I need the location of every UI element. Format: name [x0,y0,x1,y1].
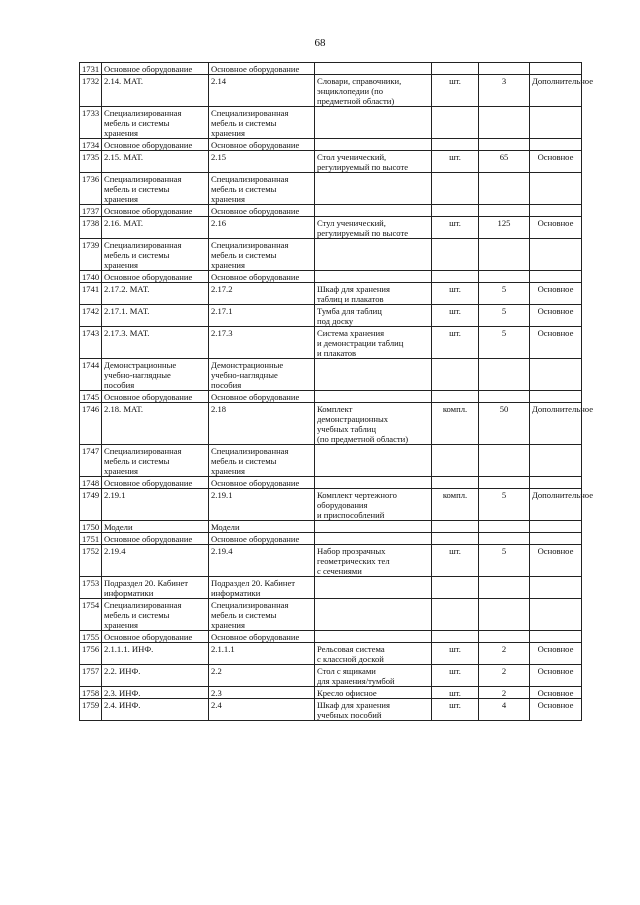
quantity-cell [479,599,530,631]
category-cell [530,599,582,631]
row-number-cell: 1738 [80,217,102,239]
item-name-cell: Словари, справочники, энциклопедии (по предметной области) [315,75,432,107]
code-cell: Основное оборудование [102,391,209,403]
code-cell: Демонстрационные учебно-наглядные пособия [102,359,209,391]
table-row [80,107,582,139]
item-name-cell [315,239,432,271]
section-cell: 2.4 [209,699,315,721]
item-name-cell [315,205,432,217]
row-number-cell: 1755 [80,631,102,643]
section-cell: 2.15 [209,151,315,173]
category-cell [530,477,582,489]
unit-cell [432,359,479,391]
item-name-cell [315,139,432,151]
table-row [80,271,582,283]
row-number-cell: 1750 [80,521,102,533]
unit-cell [432,533,479,545]
unit-cell [432,521,479,533]
code-cell: 2.17.1. МАТ. [102,305,209,327]
section-cell: 2.16 [209,217,315,239]
table-row [80,631,582,643]
row-number-cell: 1747 [80,445,102,477]
section-cell: Основное оборудование [209,391,315,403]
unit-cell [432,205,479,217]
quantity-cell [479,577,530,599]
item-name-cell [315,271,432,283]
item-name-cell [315,521,432,533]
row-number-cell: 1746 [80,403,102,445]
quantity-cell [479,205,530,217]
section-cell: 2.1.1.1 [209,643,315,665]
row-number-cell: 1735 [80,151,102,173]
item-name-cell: Стол с ящиками для хранения/тумбой [315,665,432,687]
category-cell: Основное [530,665,582,687]
quantity-cell [479,107,530,139]
item-name-cell [315,107,432,139]
code-cell: 2.3. ИНФ. [102,687,209,699]
quantity-cell: 4 [479,699,530,721]
section-cell: 2.18 [209,403,315,445]
category-cell [530,173,582,205]
unit-cell [432,391,479,403]
category-cell [530,577,582,599]
section-cell: Основное оборудование [209,477,315,489]
category-cell: Основное [530,327,582,359]
quantity-cell: 50 [479,403,530,445]
category-cell [530,205,582,217]
code-cell: 2.4. ИНФ. [102,699,209,721]
item-name-cell [315,445,432,477]
quantity-cell: 5 [479,489,530,521]
table-row [80,445,582,477]
category-cell: Основное [530,217,582,239]
unit-cell: шт. [432,687,479,699]
unit-cell [432,631,479,643]
category-cell [530,521,582,533]
category-cell [530,271,582,283]
section-cell: Специализированная мебель и системы хранения [209,445,315,477]
item-name-cell [315,599,432,631]
category-cell [530,445,582,477]
item-name-cell [315,63,432,75]
quantity-cell [479,271,530,283]
unit-cell [432,173,479,205]
table-row [80,391,582,403]
table-row [80,217,582,239]
row-number-cell: 1759 [80,699,102,721]
unit-cell: компл. [432,489,479,521]
section-cell: Подраздел 20. Кабинет информатики [209,577,315,599]
code-cell: 2.14. МАТ. [102,75,209,107]
section-cell: Основное оборудование [209,631,315,643]
table-row [80,239,582,271]
equipment-table [79,62,594,721]
quantity-cell: 5 [479,327,530,359]
row-number-cell: 1743 [80,327,102,359]
category-cell [530,63,582,75]
unit-cell [432,239,479,271]
section-cell: Модели [209,521,315,533]
table-row [80,477,582,489]
quantity-cell [479,359,530,391]
equipment-table-body [80,63,594,721]
page-number: 68 [314,37,326,49]
code-cell: Подраздел 20. Кабинет информатики [102,577,209,599]
unit-cell: шт. [432,545,479,577]
section-cell: 2.17.3 [209,327,315,359]
quantity-cell: 2 [479,665,530,687]
item-name-cell [315,359,432,391]
section-cell: Специализированная мебель и системы хранения [209,107,315,139]
quantity-cell [479,521,530,533]
item-name-cell [315,173,432,205]
category-cell: Дополнительное [530,489,582,521]
code-cell: 2.17.2. МАТ. [102,283,209,305]
code-cell: 2.19.1 [102,489,209,521]
category-cell [530,359,582,391]
code-cell: Специализированная мебель и системы хранения [102,445,209,477]
code-cell: 2.1.1.1. ИНФ. [102,643,209,665]
quantity-cell [479,477,530,489]
code-cell: Основное оборудование [102,271,209,283]
table-row [80,577,582,599]
item-name-cell: Шкаф для хранения учебных пособий [315,699,432,721]
code-cell: 2.2. ИНФ. [102,665,209,687]
code-cell: Основное оборудование [102,631,209,643]
unit-cell: шт. [432,283,479,305]
category-cell: Основное [530,545,582,577]
table-row [80,283,582,305]
section-cell: Демонстрационные учебно-наглядные пособия [209,359,315,391]
category-cell: Основное [530,283,582,305]
item-name-cell [315,631,432,643]
row-number-cell: 1740 [80,271,102,283]
row-number-cell: 1749 [80,489,102,521]
table-row [80,63,582,75]
quantity-cell [479,533,530,545]
table-row [80,643,582,665]
quantity-cell [479,63,530,75]
row-number-cell: 1753 [80,577,102,599]
unit-cell [432,107,479,139]
row-number-cell: 1745 [80,391,102,403]
row-number-cell: 1744 [80,359,102,391]
category-cell [530,391,582,403]
quantity-cell: 65 [479,151,530,173]
item-name-cell: Стол ученический, регулируемый по высоте [315,151,432,173]
table-row [80,489,582,521]
table-row [80,699,582,721]
code-cell: Специализированная мебель и системы хранения [102,239,209,271]
quantity-cell [479,239,530,271]
item-name-cell: Стул ученический, регулируемый по высоте [315,217,432,239]
section-cell: Специализированная мебель и системы хранения [209,173,315,205]
unit-cell: шт. [432,643,479,665]
row-number-cell: 1732 [80,75,102,107]
section-cell: 2.3 [209,687,315,699]
code-cell: 2.17.3. МАТ. [102,327,209,359]
code-cell: Основное оборудование [102,63,209,75]
row-number-cell: 1756 [80,643,102,665]
row-number-cell: 1751 [80,533,102,545]
category-cell: Основное [530,643,582,665]
section-cell: 2.2 [209,665,315,687]
table-row [80,545,582,577]
quantity-cell: 5 [479,545,530,577]
section-cell: Основное оборудование [209,63,315,75]
category-cell [530,139,582,151]
quantity-cell: 125 [479,217,530,239]
code-cell: Основное оборудование [102,205,209,217]
unit-cell [432,477,479,489]
section-cell: 2.17.2 [209,283,315,305]
section-cell: 2.19.4 [209,545,315,577]
table-row [80,521,582,533]
quantity-cell [479,173,530,205]
row-number-cell: 1733 [80,107,102,139]
item-name-cell: Набор прозрачных геометрических тел с сечениями [315,545,432,577]
item-name-cell: Кресло офисное [315,687,432,699]
category-cell [530,631,582,643]
table-row [80,205,582,217]
quantity-cell: 2 [479,643,530,665]
row-number-cell: 1757 [80,665,102,687]
category-cell: Основное [530,699,582,721]
unit-cell [432,599,479,631]
unit-cell [432,63,479,75]
quantity-cell: 5 [479,305,530,327]
category-cell [530,533,582,545]
row-number-cell: 1741 [80,283,102,305]
row-number-cell: 1758 [80,687,102,699]
unit-cell: шт. [432,665,479,687]
section-cell: Основное оборудование [209,533,315,545]
item-name-cell [315,391,432,403]
code-cell: Специализированная мебель и системы хранения [102,173,209,205]
row-number-cell: 1737 [80,205,102,217]
item-name-cell: Рельсовая система с классной доской [315,643,432,665]
item-name-cell: Система хранения и демонстрации таблиц и плакатов [315,327,432,359]
category-cell: Дополнительное [530,75,582,107]
category-cell [530,107,582,139]
item-name-cell [315,477,432,489]
table-row [80,665,582,687]
section-cell: Основное оборудование [209,271,315,283]
code-cell: Основное оборудование [102,533,209,545]
unit-cell: шт. [432,151,479,173]
code-cell: Модели [102,521,209,533]
table-row [80,173,582,205]
unit-cell [432,577,479,599]
unit-cell: шт. [432,327,479,359]
table-row [80,359,582,391]
code-cell: 2.16. МАТ. [102,217,209,239]
row-number-cell: 1739 [80,239,102,271]
table-row [80,305,582,327]
code-cell: Специализированная мебель и системы хранения [102,107,209,139]
unit-cell: компл. [432,403,479,445]
unit-cell: шт. [432,217,479,239]
item-name-cell [315,533,432,545]
item-name-cell: Комплект чертежного оборудования и приспособлений [315,489,432,521]
category-cell: Основное [530,687,582,699]
row-number-cell: 1736 [80,173,102,205]
code-cell: 2.15. МАТ. [102,151,209,173]
category-cell: Основное [530,305,582,327]
section-cell: Основное оборудование [209,205,315,217]
quantity-cell [479,391,530,403]
item-name-cell [315,577,432,599]
unit-cell: шт. [432,75,479,107]
unit-cell: шт. [432,699,479,721]
quantity-cell [479,631,530,643]
code-cell: Основное оборудование [102,477,209,489]
row-number-cell: 1748 [80,477,102,489]
category-cell [530,239,582,271]
table-row [80,687,582,699]
quantity-cell: 2 [479,687,530,699]
table-row [80,327,582,359]
item-name-cell: Тумба для таблиц под доску [315,305,432,327]
table-row [80,139,582,151]
row-number-cell: 1734 [80,139,102,151]
category-cell: Основное [530,151,582,173]
section-cell: Специализированная мебель и системы хранения [209,599,315,631]
table-row [80,151,582,173]
code-cell: 2.18. МАТ. [102,403,209,445]
quantity-cell: 5 [479,283,530,305]
item-name-cell: Шкаф для хранения таблиц и плакатов [315,283,432,305]
quantity-cell: 3 [479,75,530,107]
unit-cell [432,139,479,151]
category-cell: Дополнительное [530,403,582,445]
table-row [80,599,582,631]
row-number-cell: 1754 [80,599,102,631]
section-cell: Основное оборудование [209,139,315,151]
unit-cell [432,271,479,283]
row-number-cell: 1752 [80,545,102,577]
quantity-cell [479,139,530,151]
table-row [80,75,582,107]
unit-cell: шт. [432,305,479,327]
item-name-cell: Комплект демонстрационных учебных таблиц (по предметной области) [315,403,432,445]
section-cell: Специализированная мебель и системы хранения [209,239,315,271]
unit-cell [432,445,479,477]
code-cell: Основное оборудование [102,139,209,151]
section-cell: 2.19.1 [209,489,315,521]
code-cell: 2.19.4 [102,545,209,577]
table-row [80,403,582,445]
section-cell: 2.17.1 [209,305,315,327]
row-number-cell: 1731 [80,63,102,75]
code-cell: Специализированная мебель и системы хранения [102,599,209,631]
table-row [80,533,582,545]
quantity-cell [479,445,530,477]
section-cell: 2.14 [209,75,315,107]
row-number-cell: 1742 [80,305,102,327]
